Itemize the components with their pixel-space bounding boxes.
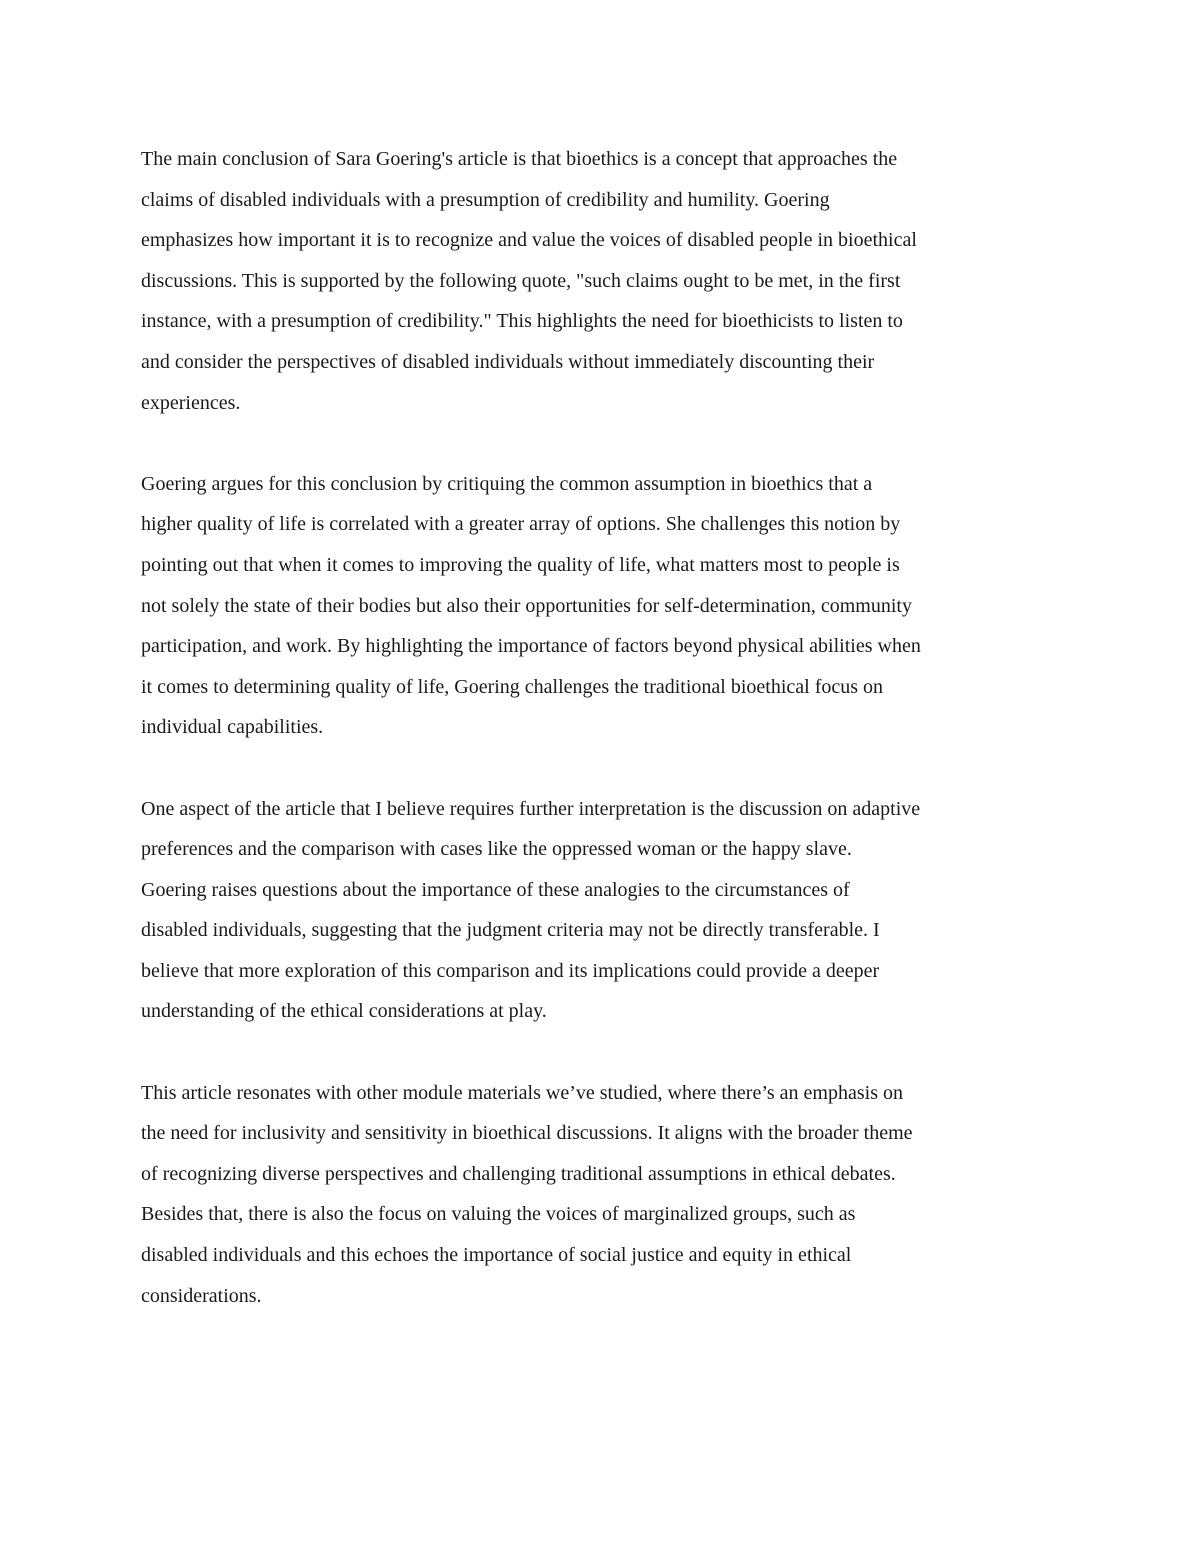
text-line: higher quality of life is correlated with a greater array of options. She challenges this notion by bbox=[141, 513, 901, 536]
text-line: Goering raises questions about the importance of these analogies to the circumstances of bbox=[141, 878, 850, 901]
text-line: individual capabilities. bbox=[141, 716, 324, 739]
document-body bbox=[141, 139, 1073, 1357]
paragraph-3 bbox=[141, 789, 1073, 1033]
text-line: The main conclusion of Sara Goering's article is that bioethics is a concept that approaches the bbox=[141, 148, 898, 170]
text-line: and consider the perspectives of disabled individuals without immediately discounting their bbox=[141, 350, 875, 373]
text-line: of recognizing diverse perspectives and challenging traditional assumptions in ethical debates. bbox=[141, 1162, 896, 1185]
text-line: understanding of the ethical considerations at play. bbox=[141, 1000, 547, 1023]
text-line: disabled individuals, suggesting that the judgment criteria may not be directly transferable. I bbox=[141, 919, 880, 942]
text-line: experiences. bbox=[141, 391, 241, 414]
text-line: considerations. bbox=[141, 1284, 262, 1307]
text-line: Besides that, there is also the focus on valuing the voices of marginalized groups, such as bbox=[141, 1203, 856, 1226]
paragraph-1 bbox=[141, 139, 1073, 423]
text-line: instance, with a presumption of credibility." This highlights the need for bioethicists to listen to bbox=[141, 310, 903, 333]
text-line: Goering argues for this conclusion by critiquing the common assumption in bioethics that a bbox=[141, 472, 873, 495]
text-line: claims of disabled individuals with a presumption of credibility and humility. Goering bbox=[141, 188, 830, 211]
text-line: it comes to determining quality of life, Goering challenges the traditional bioethical focus on bbox=[141, 675, 884, 698]
text-line: preferences and the comparison with cases like the oppressed woman or the happy slave. bbox=[141, 838, 852, 861]
text-line: participation, and work. By highlighting the importance of factors beyond physical abilities when bbox=[141, 635, 921, 658]
text-line: believe that more exploration of this comparison and its implications could provide a deeper bbox=[141, 959, 880, 982]
text-line: This article resonates with other module materials we’ve studied, where there’s an emphasis on bbox=[141, 1081, 903, 1104]
text-line: discussions. This is supported by the following quote, "such claims ought to be met, in the first bbox=[141, 269, 901, 292]
text-line: pointing out that when it comes to improving the quality of life, what matters most to people is bbox=[141, 553, 900, 576]
paragraph-4 bbox=[141, 1073, 1073, 1317]
text-line: not solely the state of their bodies but also their opportunities for self-determination, community bbox=[141, 594, 912, 617]
paragraph-2 bbox=[141, 464, 1073, 748]
text-line: emphasizes how important it is to recognize and value the voices of disabled people in bioethical bbox=[141, 229, 917, 252]
text-line: the need for inclusivity and sensitivity in bioethical discussions. It aligns with the broader theme bbox=[141, 1122, 913, 1145]
text-line: disabled individuals and this echoes the importance of social justice and equity in ethical bbox=[141, 1244, 852, 1267]
text-line: One aspect of the article that I believe requires further interpretation is the discussion on adaptive bbox=[141, 797, 921, 820]
